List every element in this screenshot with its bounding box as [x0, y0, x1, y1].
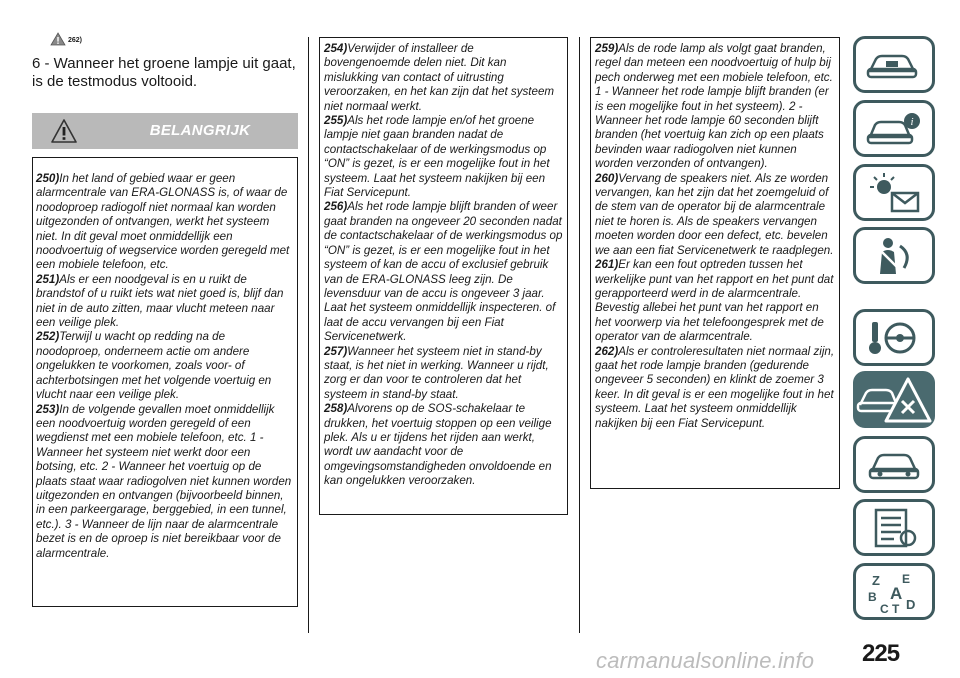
key-steering-wheel-icon — [864, 316, 924, 360]
note-250 — [36, 172, 293, 273]
note-text: In de volgende gevallen moet onmiddellijk een noodvoertuig worden geregeld of een wegdienst met een mobiele telefoon, etc. 1 - Wanneer het systeem niet werkt door een botsing, etc. 2 - Wanneer het voertuig op de plaats staat waar radiogolven niet kunnen worden uitgezonden en ontvangen (bijvoorbeeld binnen, in een parkeergarage, berggebied, in een tunnel, etc.). 3 - Wanneer de lijn naar de alarmcentrale bezet is en de oproep is niet bereikbaar voor de alarmcentrale. — [36, 402, 292, 560]
car-dashboard-icon — [864, 45, 924, 85]
note-number: 258) — [324, 402, 348, 416]
svg-text:D: D — [906, 596, 916, 612]
warning-icon — [50, 118, 78, 144]
note-254 — [324, 42, 563, 114]
note-text: Vervang de speakers niet. Als ze worden vervangen, kan het zijn dat het zoemgeluid of de stem van de operator bij de alarmcentrale niet te horen is. Als de speakers vervangen moeten worden door een defect, etc. bevelen we aan een fiat Servicenetwerk te raadplegen. — [595, 171, 834, 257]
section-tab-dashboard[interactable] — [853, 36, 935, 93]
section-tab-index[interactable] — [853, 563, 935, 620]
note-text: Als er een noodgeval is en u ruikt de brandstof of u ruikt iets wat niet goed is, blijf dan niet in de auto zitten, maar vlucht meteen naar een veilige plek. — [36, 272, 284, 330]
note-256 — [324, 200, 563, 344]
note-text: In het land of gebied waar er geen alarmcentrale van ERA-GLONASS is, of waar de noodoproep radiogolf niet normaal kan worden uitgezonden of ontvangen, werkt het systeem niet. In dit geval moet onmiddellijk een noodvoertuig of wegservice worden geregeld met een mobiele telefoon, etc. — [36, 172, 290, 272]
warning-header — [32, 113, 298, 149]
note-number: 262) — [595, 344, 619, 358]
section-tab-maintenance[interactable] — [853, 436, 935, 493]
note-261 — [595, 258, 835, 344]
page-number: 225 — [862, 640, 900, 667]
note-number: 252) — [36, 330, 60, 344]
section-tab-warning-lights[interactable] — [853, 164, 935, 221]
note-text: Verwijder of installeer de bovengenoemde delen niet. Dit kan mislukking van contact of uitrusting veroorzaken, en het kan zijn dat het systeem niet normaal werkt. — [324, 42, 555, 113]
watermark: carmanualsonline.info — [596, 648, 815, 673]
note-number: 251) — [36, 272, 60, 286]
svg-text:E: E — [902, 571, 911, 586]
note-259 — [595, 42, 835, 172]
seatbelt-airbag-icon — [864, 234, 924, 278]
note-253 — [36, 403, 293, 561]
reference-number: 262) — [68, 37, 83, 44]
note-252 — [36, 330, 293, 402]
svg-text:i: i — [910, 115, 914, 128]
section-tab-starting-driving[interactable] — [853, 309, 935, 366]
note-257 — [324, 345, 563, 403]
car-service-icon — [864, 445, 924, 485]
note-number: 250) — [36, 172, 60, 185]
note-text: Als er controleresultaten niet normaal zijn, gaat het rode lampje branden (gedurende ongeveer 5 seconden) en klinkt de zoemer 3 keer. In dit geval is er een mogelijke fout in het systeem. Laat het systeem onmiddellijk nakijken bij een Fiat Servicepunt. — [595, 344, 835, 430]
warning-box-right — [590, 37, 840, 489]
note-number: 253) — [36, 402, 60, 416]
svg-text:A: A — [890, 583, 903, 603]
note-number: 257) — [324, 344, 348, 358]
column-divider — [308, 37, 309, 633]
note-255 — [324, 114, 563, 200]
section-tab-information[interactable] — [853, 100, 935, 157]
warning-title: BELANGRIJK — [149, 122, 251, 139]
note-text: Wanneer het systeem niet in stand-by staat, is het niet in werking. Wanneer u rijdt, zorg er dan voor te controleren dat het systeem in stand-by staat. — [324, 344, 549, 401]
note-text: Als de rode lamp als volgt gaat branden, regel dan meteen een noodvoertuig of hulp bij pech onderweg met een mobiele telefoon, etc. 1 - Wanneer het rode lampje blijft branden (er is een mogelijke fout in het systeem). 2 - Wanneer het rode lampje 60 seconden blijft branden (het voertuig kan zich op een plaats bevinden waar radiogolven niet kunnen worden verzonden of ontvangen). — [595, 42, 833, 171]
note-251 — [36, 273, 293, 331]
note-number: 254) — [324, 42, 348, 55]
svg-text:Z: Z — [872, 572, 880, 588]
note-number: 259) — [595, 42, 619, 55]
svg-text:C: C — [880, 601, 889, 615]
car-info-icon — [864, 109, 924, 149]
specifications-list-icon — [864, 506, 924, 550]
note-text: Er kan een fout optreden tussen het werkelijke punt van het rapport en het punt dat gerapporteerd werd in de alarmcentrale. Bevestig allebei het punt van het rapport en het voorwerp via het telefoongesprek met de operator van de alarmcentrale. — [595, 258, 834, 344]
alphabetical-index-icon — [864, 569, 924, 615]
note-text: Alvorens op de SOS-schakelaar te drukken, het voertuig stoppen op een veilige plek. Als u er tijdens het rijden aan werkt, wordt uw aandacht voor de omgevingsomstandigheden onvoldoende en kan ongelukken veroorzaken. — [324, 402, 552, 488]
warning-box-left — [32, 157, 298, 607]
note-number: 256) — [324, 200, 348, 214]
section-tab-emergency[interactable] — [853, 371, 935, 428]
note-number: 261) — [595, 258, 619, 272]
note-text: Terwijl u wacht op redding na de noodoproep, onderneem actie om andere ongelukken te voorkomen, zoals voor- of achterbotsingen met het volgende voertuig en vlucht naar een veilige plek. — [36, 330, 272, 402]
note-258 — [324, 402, 563, 488]
intro-text: 6 - Wanneer het groene lampje uit gaat, is de testmodus voltooid. — [32, 55, 296, 90]
note-text: Als het rode lampje en/of het groene lampje niet gaan branden nadat de contactschakelaar of de werkingsmodus op “ON” is gezet, is er een mogelijke fout in het systeem. Laat het systeem nakijken bij een Fiat Servicepunt. — [324, 114, 550, 200]
warning-lights-message-icon — [864, 171, 924, 215]
note-number: 260) — [595, 171, 619, 185]
section-tab-safety[interactable] — [853, 227, 935, 284]
section-tab-technical-data[interactable] — [853, 499, 935, 556]
note-260 — [595, 172, 835, 258]
car-breakdown-warning-icon — [856, 375, 932, 425]
warning-box-middle — [319, 37, 568, 515]
note-number: 255) — [324, 114, 348, 128]
column-divider — [579, 37, 580, 633]
note-262 — [595, 345, 835, 431]
note-text: Als het rode lampje blijft branden of weer gaat branden na ongeveer 20 seconden nadat de contactschakelaar of de werkingsmodus op “ON” is gezet, is er een mogelijke fout in het systeem of kan de accu of exclusief gebruik van de ERA-GLONASS leeg zijn. De levensduur van de accu is ongeveer 3 jaar. Laat het systeem onmiddellijk inspecteren. of laat de accu vervangen bij een Fiat Servicenetwerk. — [324, 200, 563, 344]
svg-text:T: T — [892, 601, 900, 615]
svg-text:B: B — [868, 589, 877, 604]
warning-triangle-icon — [50, 32, 66, 46]
